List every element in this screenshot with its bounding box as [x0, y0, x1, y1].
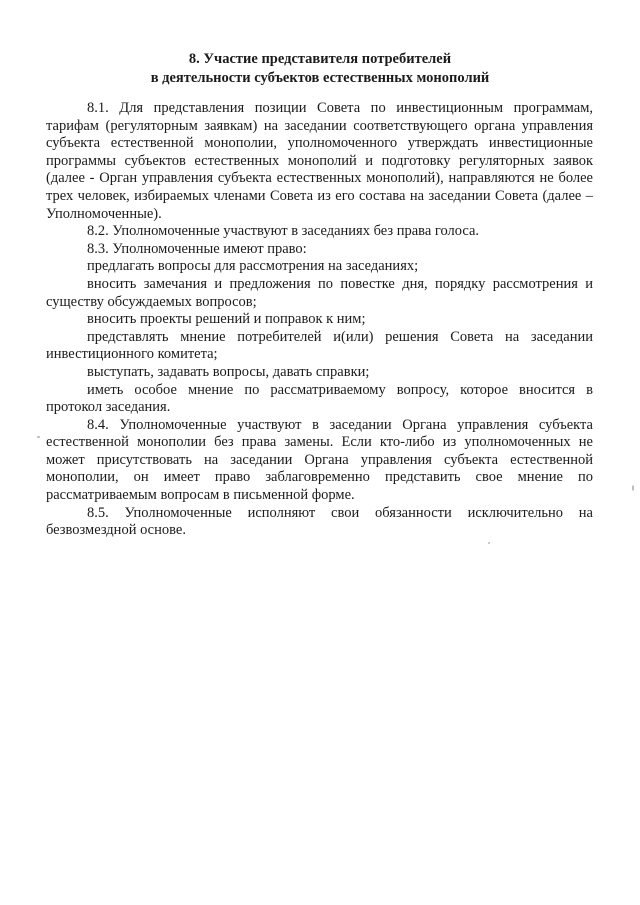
right-item-4: представлять мнение потребителей и(или) решения Совета на заседании инвестиционного комитета; — [46, 328, 593, 363]
right-item-3: вносить проекты решений и поправок к ним; — [87, 311, 366, 328]
scan-speck — [37, 436, 40, 438]
right-item-2: вносить замечания и предложения по повестке дня, порядку рассмотрения и существу обсуждаемых вопросов; — [46, 275, 593, 310]
scan-speck — [632, 485, 634, 491]
scan-speck — [488, 542, 490, 544]
paragraph-8-5: 8.5. Уполномоченные исполняют свои обязанности исключительно на безвозмездной основе. — [46, 504, 593, 539]
right-item-5: выступать, задавать вопросы, давать справки; — [87, 363, 370, 380]
section-title-line-1: 8. Участие представителя потребителей — [188, 51, 452, 67]
paragraph-8-4: 8.4. Уполномоченные участвуют в заседании Органа управления субъекта естественной монополии без права замены. Если кто-либо из уполномоченных не может присутствовать на заседании Органа управления субъекта естественной монополии, он имеет право заблаговременно представить свое мнение по рассматриваемым вопросам в письменной форме. — [46, 416, 593, 504]
right-item-1: предлагать вопросы для рассмотрения на заседаниях; — [87, 258, 419, 275]
paragraph-8-2: 8.2. Уполномоченные участвуют в заседаниях без права голоса. — [87, 223, 480, 240]
section-body — [46, 100, 593, 540]
right-item-6: иметь особое мнение по рассматриваемому вопросу, которое вносится в протокол заседания. — [46, 381, 593, 416]
paragraph-8-1: 8.1. Для представления позиции Совета по инвестиционным программам, тарифам (регуляторным заявкам) на заседании соответствующего органа управления субъекта естественной монополии, уполномоченного утверждать инвестиционные программы субъектов естественных монополий и подготовку регуляторных заявок (далее - Орган управления субъекта естественных монополий), направляются не более трех человек, избираемых членами Совета из его состава на заседании Совета (далее – Уполномоченные). — [46, 100, 593, 222]
section-title-line-2: в деятельности субъектов естественных монополий — [150, 70, 490, 86]
paragraph-8-3: 8.3. Уполномоченные имеют право: — [87, 240, 307, 257]
section-heading — [0, 50, 640, 88]
